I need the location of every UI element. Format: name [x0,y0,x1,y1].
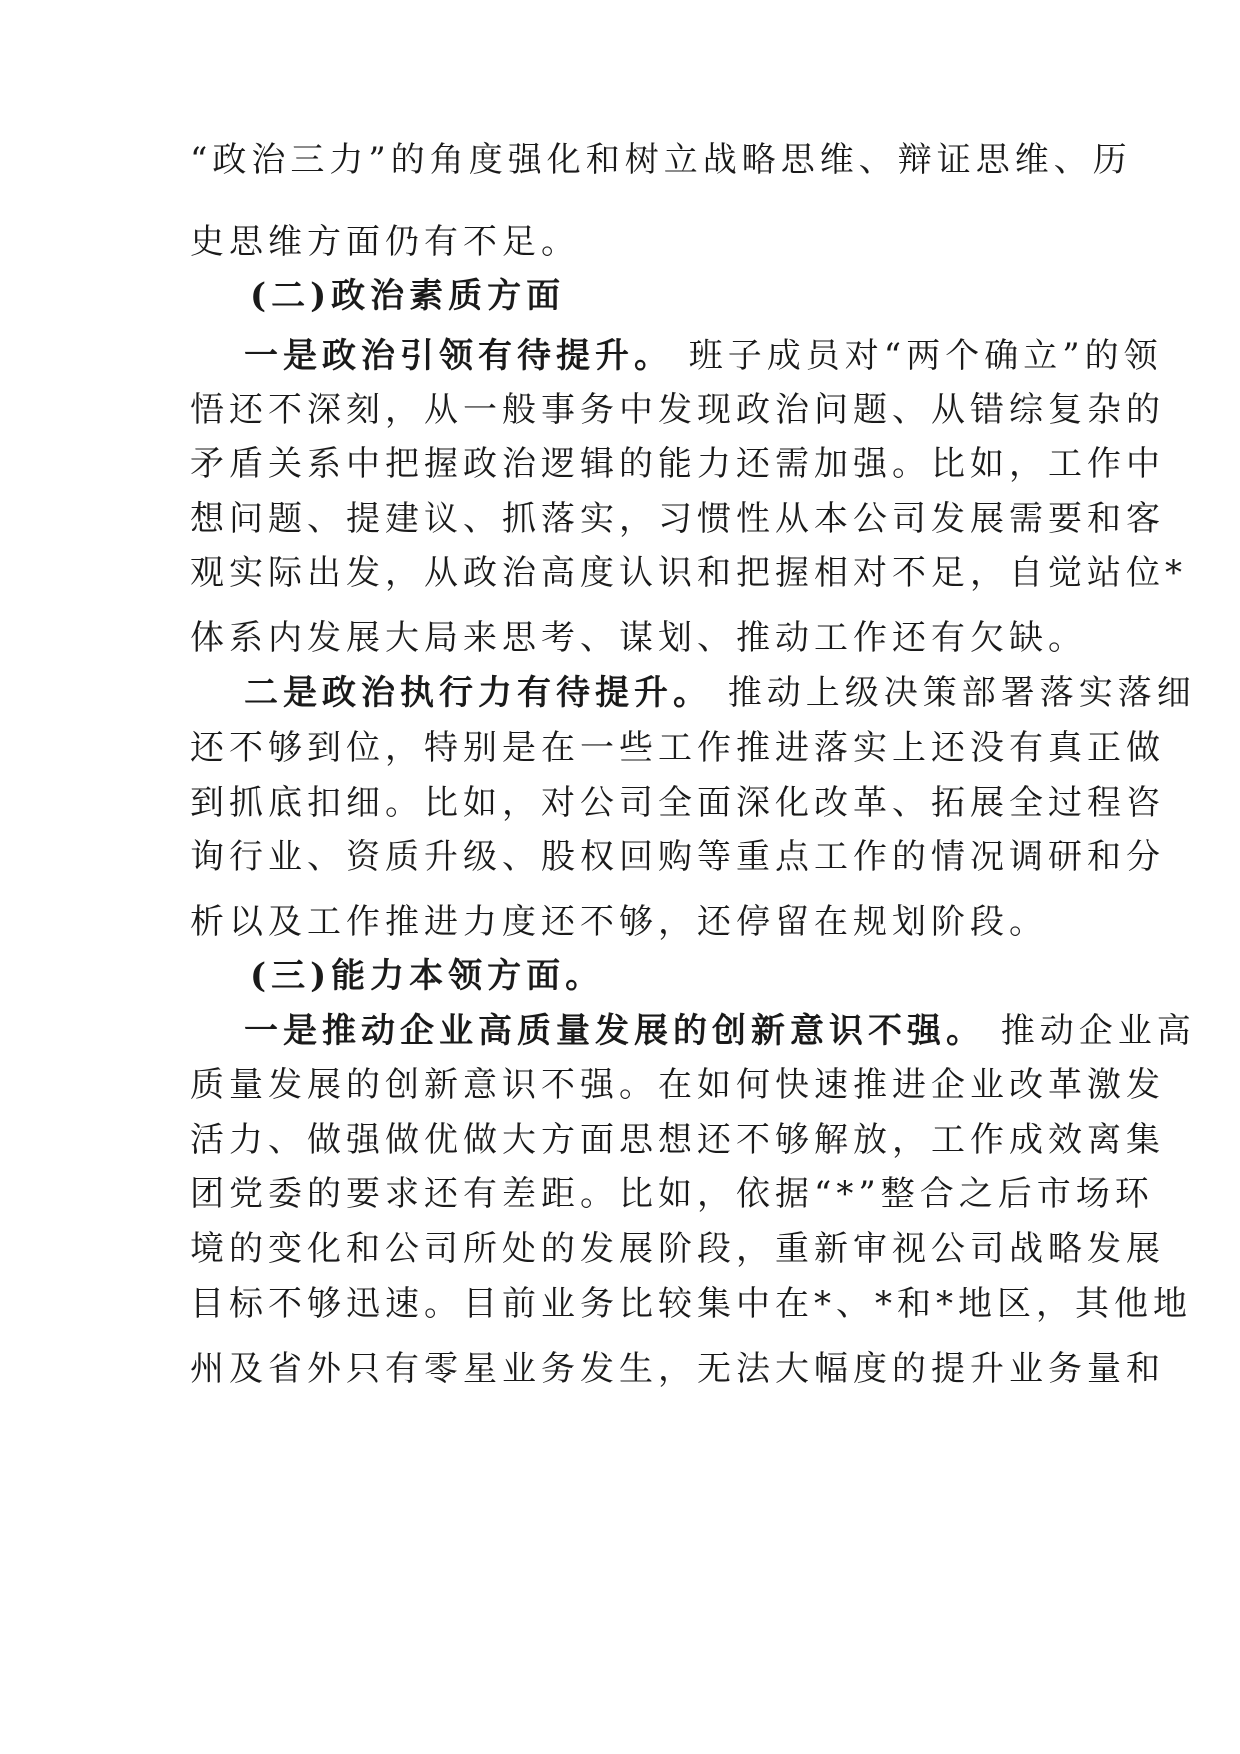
body-text-line: 史思维方面仍有不足。 [190,222,580,262]
section-heading: (二)政治素质方面 [250,276,566,316]
body-text-line: 质量发展的创新意识不强。在如何快速推进企业改革激发 [190,1065,1165,1105]
body-text-line: 悟还不深刻，从一般事务中发现政治问题、从错综复杂的 [190,390,1165,430]
body-text-line: 矛盾关系中把握政治逻辑的能力还需加强。比如，工作中 [190,444,1165,484]
body-text-line: 析以及工作推进力度还不够，还停留在规划阶段。 [190,902,1048,942]
paragraph-lead-line: 二是政治执行力有待提升。 推动上级决策部署落实落细 [244,673,1196,713]
paragraph-lead-line: 一是政治引领有待提升。 班子成员对“两个确立”的领 [244,336,1163,376]
body-text-line: 目标不够迅速。目前业务比较集中在*、*和*地区，其他地 [190,1284,1192,1324]
paragraph-lead-bold: 一是推动企业高质量发展的创新意识不强。 [244,1011,985,1051]
body-text-line: 团党委的要求还有差距。比如，依据“*”整合之后市场环 [190,1174,1154,1214]
body-text-line: 活力、做强做优做大方面思想还不够解放，工作成效离集 [190,1120,1165,1160]
body-text-line: 观实际出发，从政治高度认识和把握相对不足，自觉站位* [190,553,1187,593]
paragraph-lead-bold: 二是政治执行力有待提升。 [244,673,712,713]
section-heading: (三)能力本领方面。 [250,956,605,996]
body-text-line: 州及省外只有零星业务发生，无法大幅度的提升业务量和 [190,1349,1165,1389]
body-text-line: 询行业、资质升级、股权回购等重点工作的情况调研和分 [190,837,1165,877]
body-text-line: 想问题、提建议、抓落实，习惯性从本公司发展需要和客 [190,499,1165,539]
body-text-line: 还不够到位，特别是在一些工作推进落实上还没有真正做 [190,728,1165,768]
body-text-line: 境的变化和公司所处的发展阶段，重新审视公司战略发展 [190,1229,1165,1269]
body-text-line: “政治三力”的角度强化和树立战略思维、辩证思维、历 [190,140,1132,180]
paragraph-lead-bold: 一是政治引领有待提升。 [244,336,673,376]
body-text-line: 体系内发展大局来思考、谋划、推动工作还有欠缺。 [190,618,1087,658]
paragraph-lead-line: 一是推动企业高质量发展的创新意识不强。 推动企业高 [244,1011,1196,1051]
body-text-line: 到抓底扣细。比如，对公司全面深化改革、拓展全过程咨 [190,783,1165,823]
